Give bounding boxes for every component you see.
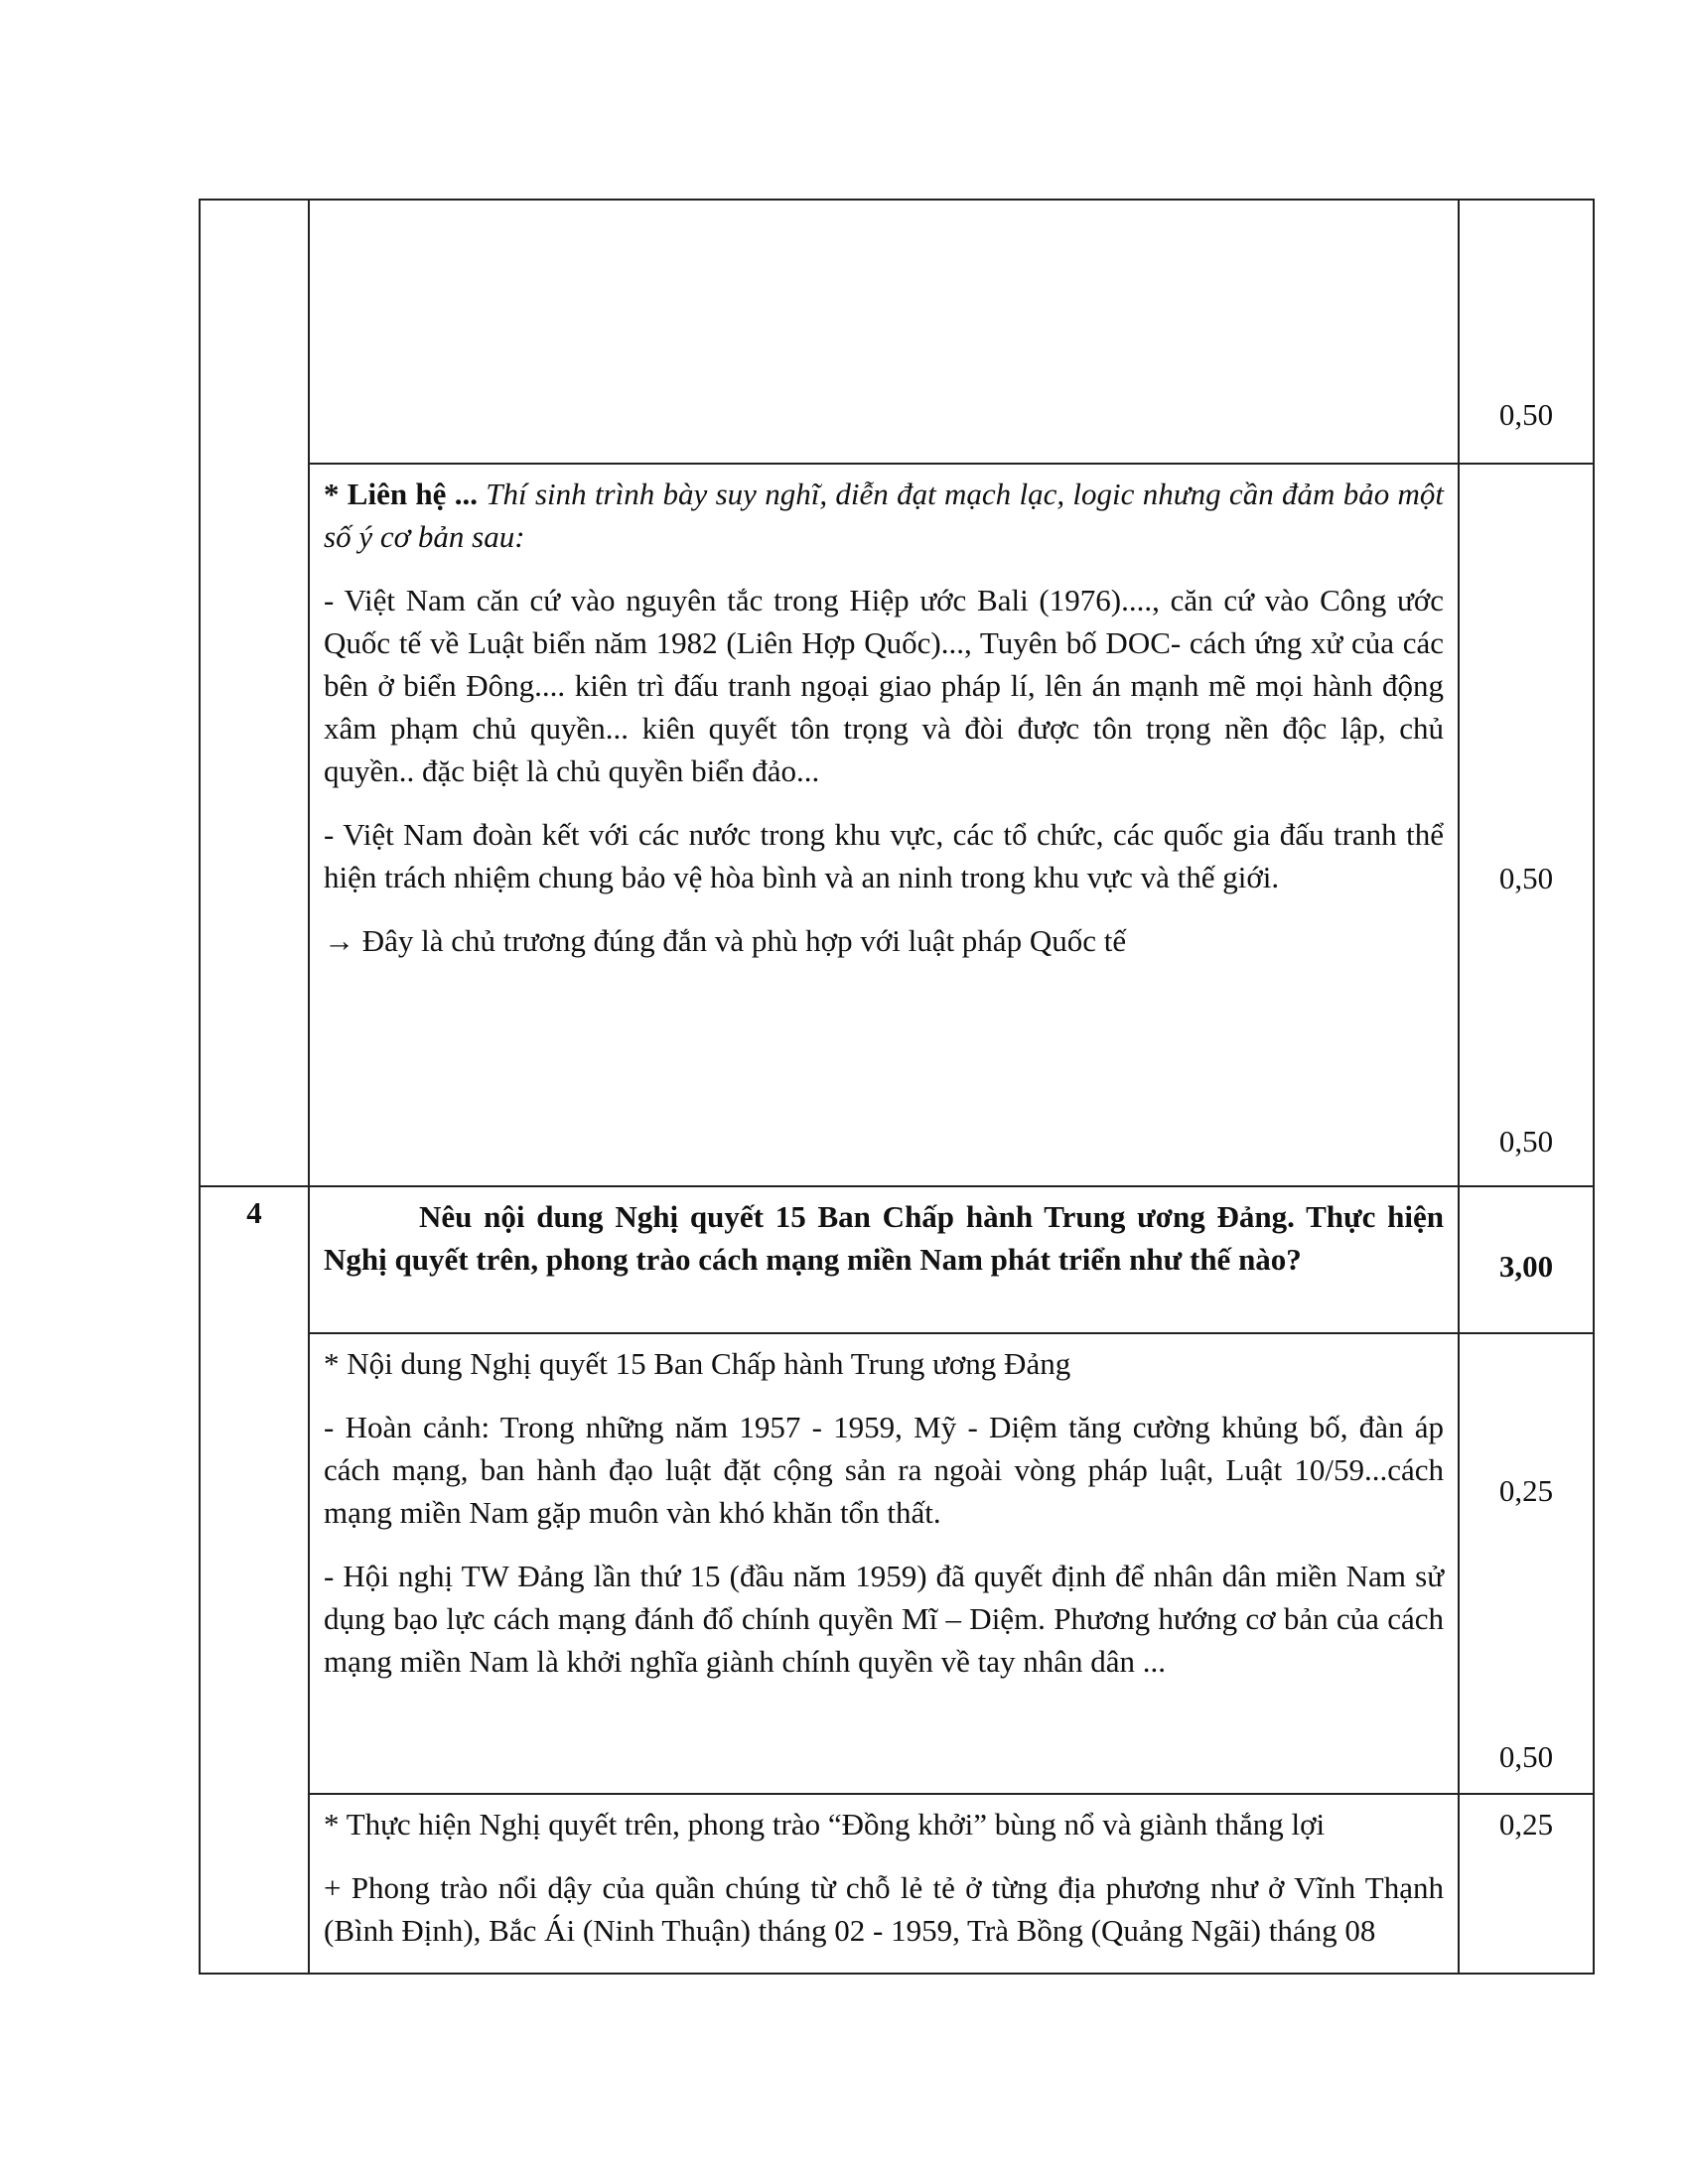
score-cell: [1459, 1333, 1594, 1794]
score-cell: [1459, 1186, 1594, 1333]
score-value: 0,25: [1498, 1473, 1554, 1508]
table-row: [200, 1186, 1594, 1333]
section-heading: * Thực hiện Nghị quyết trên, phong trào “Đồng khởi” bùng nổ và giành thắng lợi: [324, 1807, 1326, 1842]
lien-he-instruction: Thí sinh trình bày suy nghĩ, diễn đạt mạch lạc, logic nhưng cần đảm bảo một số ý cơ bản sau:: [324, 477, 1445, 554]
score-value: 0,50: [1498, 1739, 1554, 1774]
question-number-cell: [200, 1186, 309, 1974]
question-number-cell: [200, 200, 309, 1186]
lien-he-conclusion: → Đây là chủ trương đúng đắn và phù hợp với luật pháp Quốc tế: [324, 923, 1127, 958]
content-cell: [309, 1794, 1459, 1974]
lien-he-intro: [324, 473, 1444, 558]
score-value: 0,50: [1498, 397, 1554, 432]
score-cell: [1459, 464, 1594, 1186]
table-row: [200, 1794, 1594, 1974]
table-row: [200, 1333, 1594, 1794]
score-value: 0,50: [1498, 861, 1554, 895]
table-row: [200, 464, 1594, 1186]
section-heading: * Nội dung Nghị quyết 15 Ban Chấp hành Trung ương Đảng: [324, 1346, 1071, 1381]
movement-paragraph: + Phong trào nổi dậy của quần chúng từ chỗ lẻ tẻ ở từng địa phương như ở Vĩnh Thạnh (Bình Định), Bắc Ái (Ninh Thuận) tháng 02 - 1959, Trà Bồng (Quảng Ngãi) tháng 08: [324, 1870, 1444, 1948]
score-cell: [1459, 200, 1594, 464]
lien-he-paragraph-2: - Việt Nam đoàn kết với các nước trong khu vực, các tổ chức, các quốc gia đấu tranh thể hiện trách nhiệm chung bảo vệ hòa bình và an ninh trong khu vực và thế giới.: [324, 817, 1444, 894]
answer-table: [199, 199, 1595, 1975]
question-number: 4: [246, 1195, 262, 1230]
question-text: Nêu nội dung Nghị quyết 15 Ban Chấp hành Trung ương Đảng. Thực hiện Nghị quyết trên, phong trào cách mạng miền Nam phát triển như thế nào?: [324, 1199, 1444, 1277]
content-cell: [309, 1186, 1459, 1333]
resolution-paragraph: - Hội nghị TW Đảng lần thứ 15 (đầu năm 1959) đã quyết định để nhân dân miền Nam sử dụng bạo lực cách mạng đánh đổ chính quyền Mĩ – Diệm. Phương hướng cơ bản của cách mạng miền Nam là khởi nghĩa giành chính quyền về tay nhân dân ...: [324, 1559, 1444, 1679]
content-cell: [309, 464, 1459, 1186]
content-cell: [309, 1333, 1459, 1794]
score-value: 0,25: [1498, 1807, 1554, 1842]
score-cell: [1459, 1794, 1594, 1974]
score-value: 0,50: [1498, 1124, 1554, 1159]
lien-he-paragraph-1: - Việt Nam căn cứ vào nguyên tắc trong Hiệp ước Bali (1976)...., căn cứ vào Công ước Quốc tế về Luật biển năm 1982 (Liên Hợp Quốc)..., Tuyên bố DOC- cách ứng xử của các bên ở biển Đông.... kiên trì đấu tranh ngoại giao pháp lí, lên án mạnh mẽ mọi hành động xâm phạm chủ quyền... kiên quyết tôn trọng và đòi được tôn trọng nền độc lập, chủ quyền.. đặc biệt là chủ quyền biển đảo...: [324, 583, 1444, 788]
total-score: 3,00: [1498, 1249, 1554, 1284]
context-paragraph: - Hoàn cảnh: Trong những năm 1957 - 1959, Mỹ - Diệm tăng cường khủng bố, đàn áp cách mạng, ban hành đạo luật đặt cộng sản ra ngoài vòng pháp luật, Luật 10/59...cách mạng miền Nam gặp muôn vàn khó khăn tổn thất.: [324, 1410, 1444, 1530]
table-row: [200, 200, 1594, 464]
lien-he-label: * Liên hệ ...: [324, 477, 478, 511]
content-cell: [309, 200, 1459, 464]
